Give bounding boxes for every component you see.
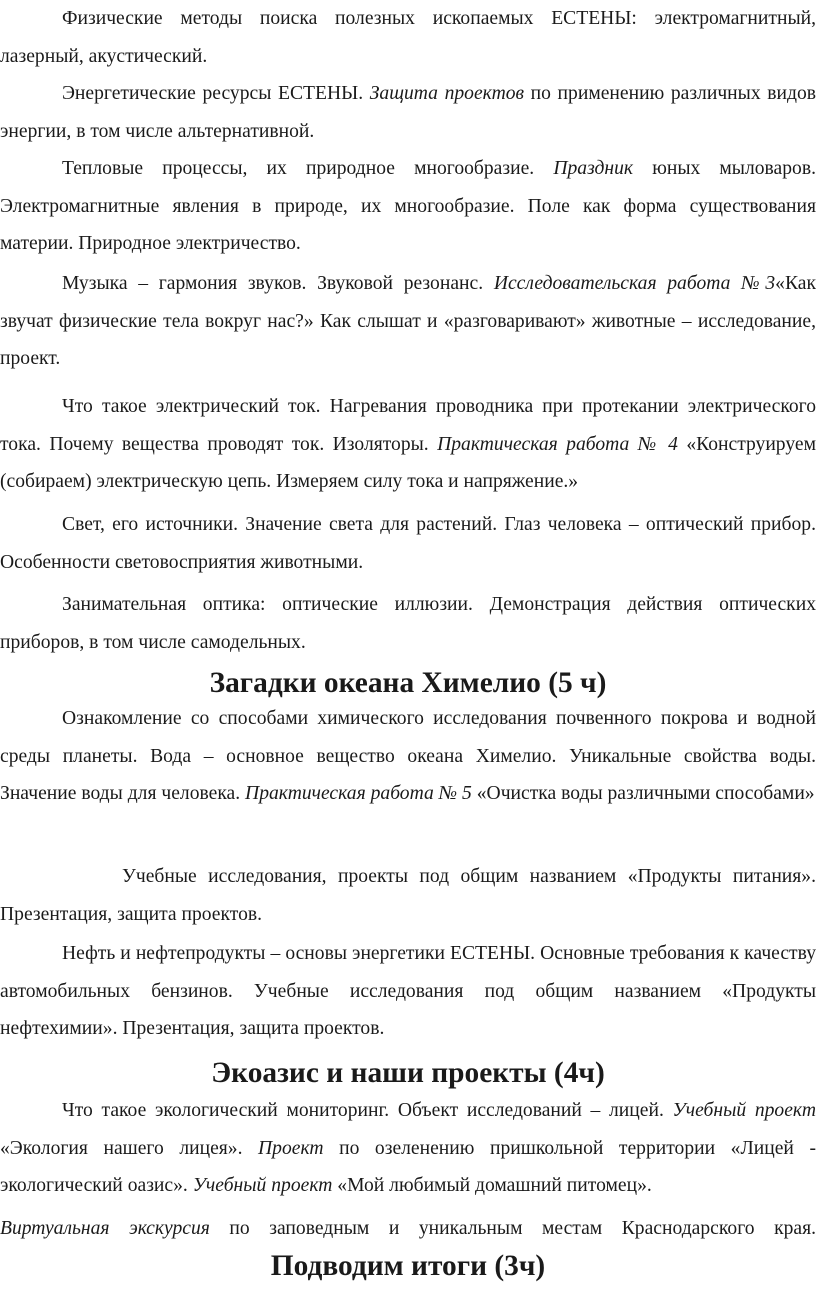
paragraph-text: Свет, его источники. Значение света для растений. Глаз человека – оптический прибор. Особенности световосприятия животными. [0,514,816,573]
paragraph-text: Что такое электрический ток. Нагревания проводника при протекании электрического тока. Почему вещества проводят ток. Изоляторы. [0,396,816,455]
paragraph-optics [0,586,816,661]
emphasis-text: Праздник [553,158,634,179]
paragraph-text: «Конструируем (собираем) электрическую цепь. Измеряем силу тока и напряжение.» [0,433,816,492]
paragraph-light [0,506,816,581]
paragraph-text: по применению различных видов энергии, в том числе альтернативной. [0,83,816,142]
paragraph-thermal [0,150,816,263]
emphasis-text: Исследовательская работа №3 [493,273,776,294]
paragraph-text: Что такое экологический мониторинг. Объект исследований – лицей. [62,1100,673,1121]
paragraph-text: Занимательная оптика: оптические иллюзии. Демонстрация действия оптических приборов, в том числе самодельных. [0,594,816,653]
paragraph-text: Учебные исследования, проекты под общим названием «Продукты питания». Презентация, защита проектов. [0,866,816,925]
paragraph-food-research [0,858,816,933]
paragraph-text: «Экология нашего лицея». [0,1137,259,1159]
paragraph-electric-current [0,388,816,501]
paragraph-text: «Очистка воды различными способами» [471,783,815,804]
paragraph-oil [0,935,816,1048]
paragraph-text: Ознакомление со способами химического исследования почвенного покрова и водной среды планеты. Вода – основное вещество океана Химелио. Уникальные свойства воды. Значение воды для человека. [0,708,816,804]
paragraph-energy [0,75,816,150]
paragraph-text: «Мой любимый домашний питомец». [332,1175,652,1196]
section-heading-ocean: Загадки океана Химелио (5 ч) [209,667,607,699]
section-heading-ecoasis: Экоазис и наши проекты (4ч) [211,1057,605,1089]
paragraph-text: юных мыловаров. Электромагнитные явления в природе, их многообразие. Поле как форма существования материи. Природное электричество. [0,158,816,254]
paragraph-text: Энергетические ресурсы ЕСТЕНЫ. [62,83,370,104]
emphasis-text: Практическая работа № 5 [245,783,472,804]
paragraph-text: по заповедным и уникальным местам Краснодарского края. [209,1218,816,1239]
paragraph-text: Музыка – гармония звуков. Звуковой резонанс. [62,273,494,294]
paragraph-text: Физические методы поиска полезных ископаемых ЕСТЕНЫ: электромагнитный, лазерный, акустический. [0,8,816,67]
paragraph-text: Тепловые процессы, их природное многообразие. [62,158,554,179]
paragraph-text: по озеленению пришкольной территории «Лицей - экологический оазис». [0,1137,816,1196]
paragraph-geophysics [0,0,816,75]
paragraph-text: «Как звучат физические тела вокруг нас?» Как слышат и «разговаривают» животные – исследование, проект. [0,273,816,369]
emphasis-text: Практическая работа № 4 [437,433,678,455]
emphasis-text: Проект [258,1137,324,1159]
paragraph-excursion [0,1210,816,1248]
paragraph-text: Нефть и нефтепродукты – основы энергетики ЕСТЕНЫ. Основные требования к качеству автомобильных бензинов. Учебные исследования под общим названием «Продукты нефтехимии». Презентация, защита проектов. [0,943,816,1039]
emphasis-text: Защита проектов [369,83,525,104]
emphasis-text: Учебный проект [672,1100,816,1121]
emphasis-text: Учебный проект [192,1175,333,1196]
paragraph-ecology [0,1092,816,1205]
emphasis-text: Виртуальная экскурсия [0,1218,210,1239]
section-heading-summary: Подводим итоги (3ч) [270,1250,546,1282]
paragraph-music [0,265,816,378]
paragraph-chemistry [0,700,816,813]
